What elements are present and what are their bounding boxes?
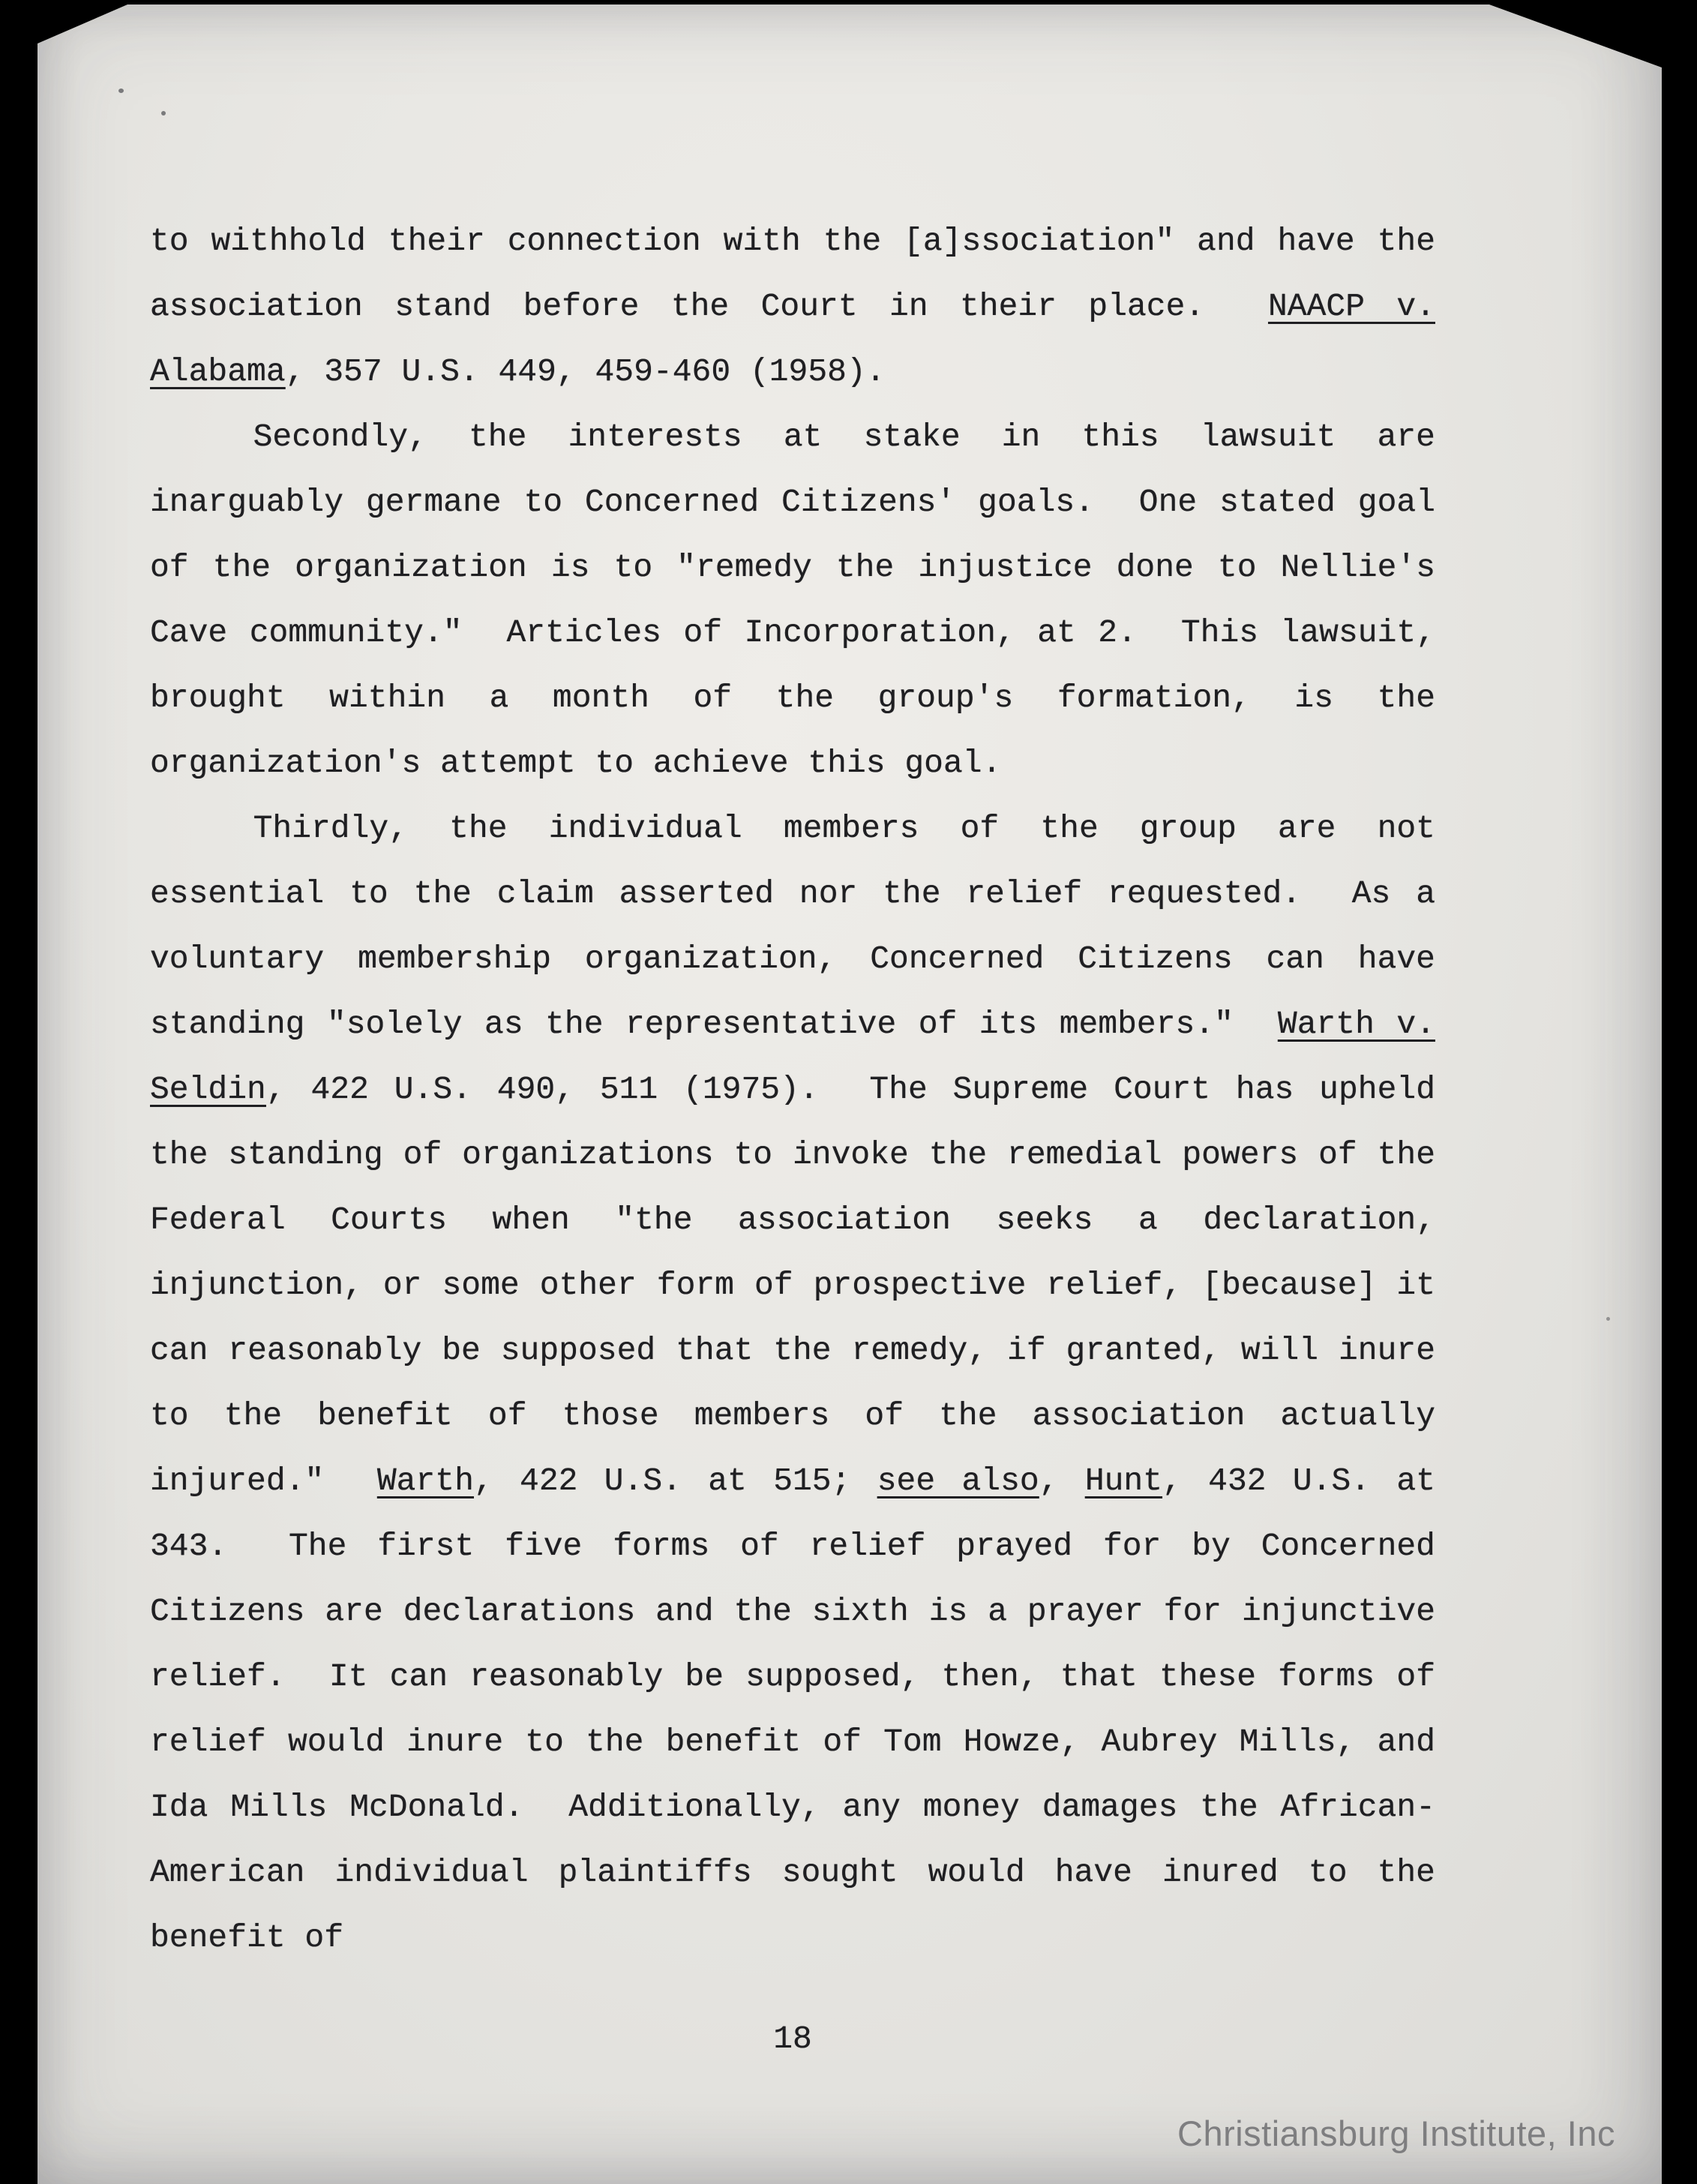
scan-speck — [118, 88, 124, 93]
text-run: , 357 U.S. 449, 459-460 (1958). — [285, 353, 886, 390]
text-run: , 422 U.S. 490, 511 (1975). The Supreme Court has upheld the standing of organizations to invoke the remedial powers of the Federal Courts when "the association seeks a declaration, injunction, or some other form of prospective relief, [because] it can reasonably be supposed that the remedy, if granted, will inure to the benefit of those members of the association actually injured." — [150, 1071, 1435, 1499]
text-run: , 422 U.S. at 515; — [473, 1462, 877, 1499]
text-run: to withhold their connection with the [a]ssociation" and have the association stand before the Court in their place. — [150, 223, 1435, 325]
scan-speck — [1606, 1317, 1610, 1321]
watermark: Christiansburg Institute, Inc — [1177, 2114, 1615, 2153]
paragraph — [150, 796, 1435, 1970]
underlined-citation: Warth — [376, 1462, 474, 1499]
page-content — [150, 208, 1435, 2072]
document-page — [37, 4, 1662, 2184]
document-body — [150, 208, 1435, 1970]
page-number: 18 — [773, 2020, 812, 2057]
text-run: Thirdly, the individual members of the group are not essential to the claim asserted nor the relief requested. As a voluntary membership organization, Concerned Citizens can have standing "solely as the representative of its members." — [150, 810, 1435, 1042]
underlined-citation: see also — [877, 1462, 1039, 1499]
text-run: , — [1039, 1462, 1085, 1499]
paragraph — [150, 208, 1435, 404]
paragraph — [150, 404, 1435, 796]
scan-speck — [161, 111, 166, 116]
underlined-citation: Warth v. Seldin — [150, 1006, 1435, 1108]
underlined-citation: NAACP v. Alabama — [150, 288, 1435, 390]
text-run: Secondly, the interests at stake in this lawsuit are inarguably germane to Concerned Citizens' goals. One stated goal of the organization is to "remedy the injustice done to Nellie's Cave community." Articles of Incorporation, at 2. This lawsuit, brought within a month of the group's formation, is the organization's attempt to achieve this goal. — [150, 418, 1435, 782]
underlined-citation: Hunt — [1084, 1462, 1163, 1499]
text-run: , 432 U.S. at 343. The first five forms of relief prayed for by Concerned Citizens are declarations and the sixth is a prayer for injunctive relief. It can reasonably be supposed, then, that these forms of relief would inure to the benefit of Tom Howze, Aubrey Mills, and Ida Mills McDonald. Additionally, any money damages the African-American individual plaintiffs sought would have inured to the benefit of — [150, 1462, 1436, 1956]
